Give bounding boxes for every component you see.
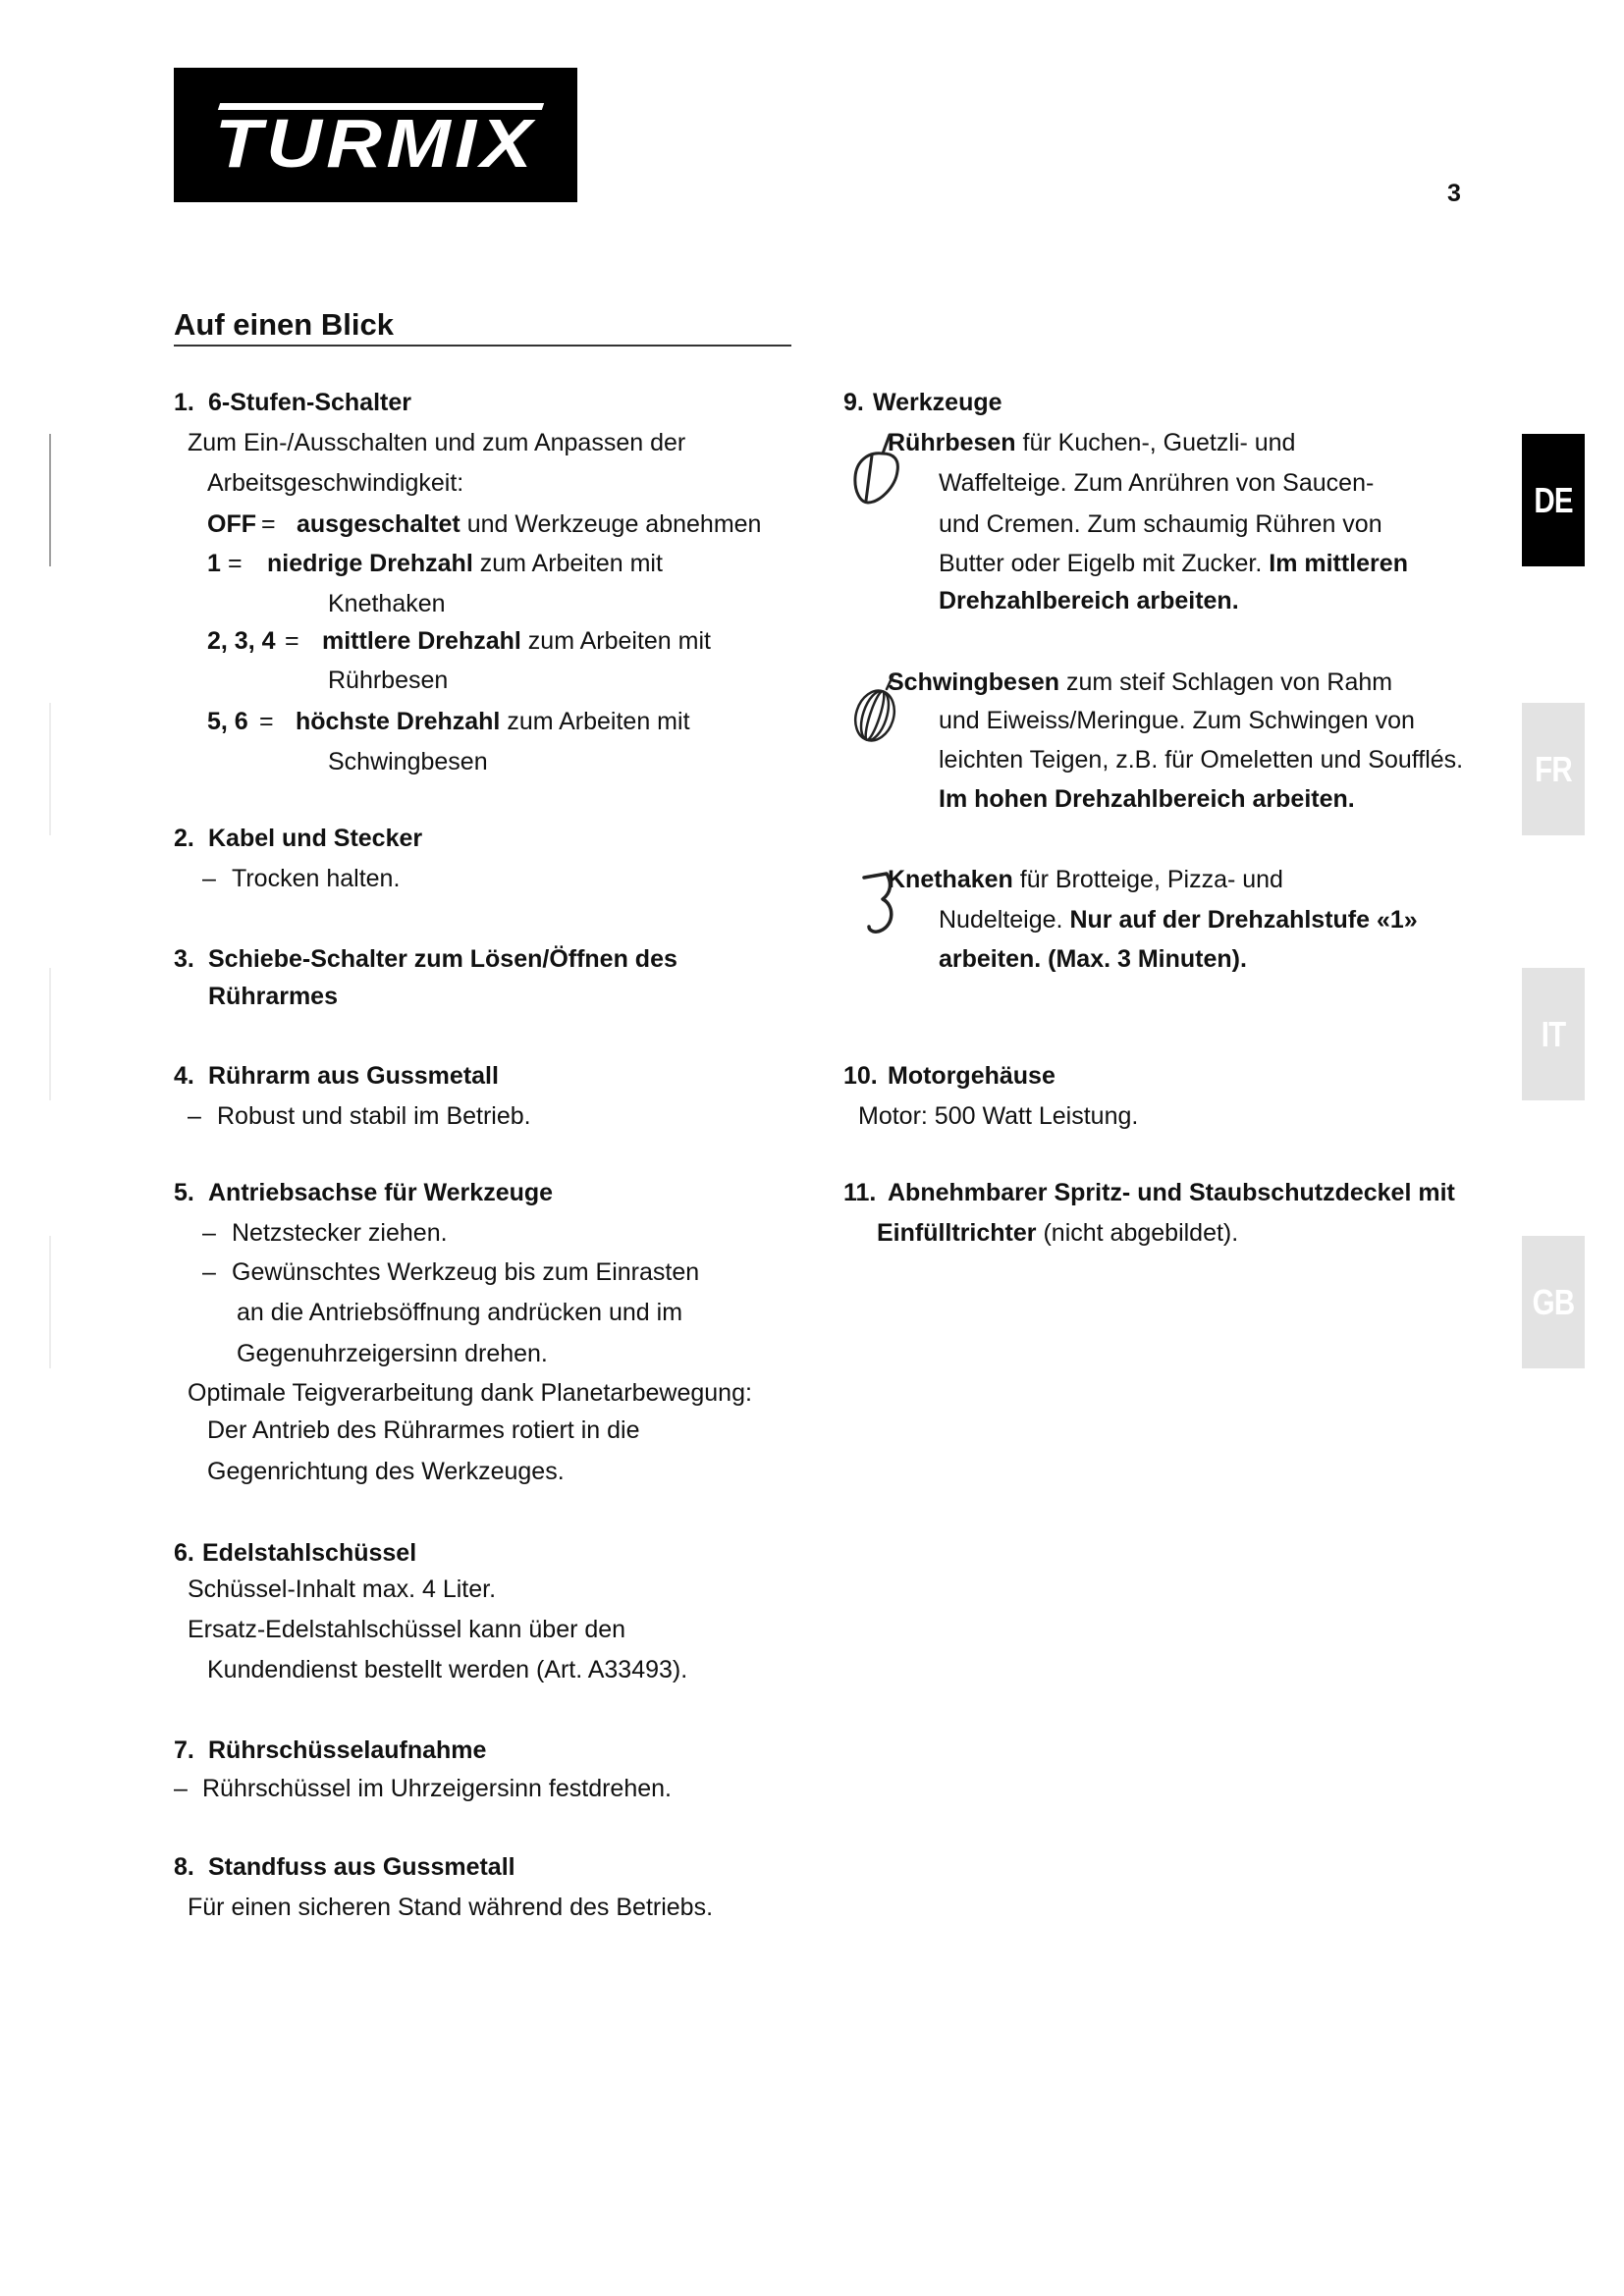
- section-text: Schüssel-Inhalt max. 4 Liter.: [188, 1575, 497, 1603]
- margin-mark: [49, 703, 51, 835]
- tab-label: FR: [1535, 748, 1572, 789]
- bullet-text: Gewünschtes Werkzeug bis zum Einrasten: [232, 1258, 700, 1286]
- section-text: Für einen sicheren Stand während des Betriebs.: [188, 1894, 714, 1921]
- section-title-continued: Rührarmes: [208, 983, 338, 1010]
- tool-name: Knethaken: [888, 866, 1013, 893]
- section-title: Edelstahlschüssel: [202, 1539, 417, 1567]
- speed-description-rest: zum Arbeiten mit: [507, 708, 690, 735]
- section-number: 5.: [174, 1179, 194, 1206]
- tool-text-bold: arbeiten. (Max. 3 Minuten).: [939, 945, 1247, 973]
- speed-equals: =: [261, 510, 276, 538]
- tab-label: GB: [1532, 1281, 1575, 1322]
- speed-description: [267, 549, 663, 578]
- bullet-text-continued: an die Antriebsöffnung andrücken und im: [237, 1299, 683, 1326]
- section-title: Kabel und Stecker: [208, 825, 423, 852]
- tab-gb: [1522, 1236, 1585, 1368]
- margin-mark: [49, 968, 51, 1100]
- margin-mark: [49, 1236, 51, 1368]
- section-number: 4.: [174, 1062, 194, 1090]
- speed-description-rest: und Werkzeuge abnehmen: [466, 510, 762, 538]
- section-number: 1.: [174, 389, 194, 416]
- tool-text-bold: Drehzahlbereich arbeiten.: [939, 587, 1239, 614]
- logo-text: TURMIX: [214, 105, 537, 182]
- tool-line: [939, 905, 1418, 934]
- section-text: Ersatz-Edelstahlschüssel kann über den: [188, 1616, 626, 1643]
- bullet-dash: –: [174, 1775, 188, 1802]
- flat-beater-icon: [850, 432, 903, 507]
- speed-tool: Knethaken: [328, 590, 446, 617]
- section-title: Rührschüsselaufnahme: [208, 1736, 487, 1764]
- speed-description-rest: zum Arbeiten mit: [527, 627, 711, 655]
- tool-text: für Brotteige, Pizza- und: [1019, 866, 1283, 893]
- bullet-text: Robust und stabil im Betrieb.: [217, 1102, 531, 1130]
- speed-description-rest: zum Arbeiten mit: [479, 550, 663, 577]
- tab-label: IT: [1541, 1013, 1566, 1054]
- tool-name: Schwingbesen: [888, 668, 1060, 696]
- section-number: 2.: [174, 825, 194, 852]
- section-number: 6.: [174, 1539, 194, 1567]
- tab-label: DE: [1534, 479, 1573, 520]
- speed-key: 2, 3, 4: [207, 627, 276, 655]
- tab-it: [1522, 968, 1585, 1100]
- tool-text: und Cremen. Zum schaumig Rühren von: [939, 510, 1382, 538]
- balloon-whisk-icon: [849, 671, 904, 744]
- tool-first-line: [888, 428, 1295, 457]
- page-title: Auf einen Blick: [174, 307, 394, 342]
- speed-description: [322, 626, 711, 656]
- section-note: Gegenrichtung des Werkzeuges.: [207, 1458, 565, 1485]
- bullet-dash: –: [202, 1219, 216, 1247]
- tool-name: Rührbesen: [888, 429, 1016, 456]
- tool-text: und Eiweiss/Meringue. Zum Schwingen von: [939, 707, 1415, 734]
- tool-first-line: [888, 667, 1392, 697]
- tool-line: [939, 549, 1408, 578]
- speed-description: [296, 707, 690, 736]
- speed-equals: =: [259, 708, 274, 735]
- section-note: Optimale Teigverarbeitung dank Planetarbewegung:: [188, 1379, 752, 1407]
- tab-fr: [1522, 703, 1585, 835]
- bullet-text: Trocken halten.: [232, 865, 401, 892]
- tool-text: Butter oder Eigelb mit Zucker.: [939, 550, 1263, 577]
- speed-description-bold: ausgeschaltet: [297, 510, 460, 538]
- speed-description: [297, 509, 761, 539]
- tab-de: [1522, 434, 1585, 566]
- tool-text-bold: Im mittleren: [1269, 550, 1408, 577]
- section-title-bold: Einfülltrichter: [877, 1219, 1037, 1247]
- tool-text: für Kuchen-, Guetzli- und: [1022, 429, 1296, 456]
- section-title: Motorgehäuse: [888, 1062, 1056, 1090]
- tool-text: leichten Teigen, z.B. für Omeletten und Soufflés.: [939, 746, 1464, 774]
- turmix-logo: [174, 68, 577, 202]
- bullet-dash: –: [202, 1258, 216, 1286]
- section-title: Antriebsachse für Werkzeuge: [208, 1179, 554, 1206]
- bullet-dash: –: [188, 1102, 201, 1130]
- speed-description-bold: niedrige Drehzahl: [267, 550, 473, 577]
- section-title: Standfuss aus Gussmetall: [208, 1853, 515, 1881]
- title-underline: [174, 345, 791, 347]
- section-note: Der Antrieb des Rührarmes rotiert in die: [207, 1416, 640, 1444]
- section-text: (nicht abgebildet).: [1043, 1219, 1239, 1247]
- speed-equals: =: [285, 627, 299, 655]
- tool-text: Waffelteige. Zum Anrühren von Saucen-: [939, 469, 1375, 497]
- speed-tool: Schwingbesen: [328, 748, 488, 775]
- section-title: Rührarm aus Gussmetall: [208, 1062, 499, 1090]
- section-number: 3.: [174, 945, 194, 973]
- dough-hook-icon: [861, 866, 906, 936]
- section-number: 10.: [843, 1062, 878, 1090]
- speed-tool: Rührbesen: [328, 667, 449, 694]
- section-number: 7.: [174, 1736, 194, 1764]
- margin-mark: [49, 434, 51, 566]
- tool-text: zum steif Schlagen von Rahm: [1066, 668, 1393, 696]
- tool-text: Nudelteige.: [939, 906, 1063, 934]
- section-text: Arbeitsgeschwindigkeit:: [207, 469, 464, 497]
- bullet-text: Netzstecker ziehen.: [232, 1219, 448, 1247]
- tool-text-bold: Im hohen Drehzahlbereich arbeiten.: [939, 785, 1355, 813]
- bullet-dash: –: [202, 865, 216, 892]
- tool-text-bold: Nur auf der Drehzahlstufe «1»: [1069, 906, 1418, 934]
- section-title: Werkzeuge: [873, 389, 1002, 416]
- section-text: Kundendienst bestellt werden (Art. A33493).: [207, 1656, 688, 1683]
- section-number: 9.: [843, 389, 864, 416]
- speed-key: OFF: [207, 510, 256, 538]
- section-text: Zum Ein-/Ausschalten und zum Anpassen der: [188, 429, 686, 456]
- speed-equals: =: [228, 550, 243, 577]
- speed-description-bold: höchste Drehzahl: [296, 708, 501, 735]
- section-text: Motor: 500 Watt Leistung.: [858, 1102, 1139, 1130]
- tool-first-line: [888, 865, 1283, 894]
- section-title: Abnehmbarer Spritz- und Staubschutzdeckel mit: [888, 1179, 1455, 1206]
- section-title: 6-Stufen-Schalter: [208, 389, 411, 416]
- section-title: Schiebe-Schalter zum Lösen/Öffnen des: [208, 945, 677, 973]
- page-number: 3: [1447, 180, 1461, 207]
- speed-description-bold: mittlere Drehzahl: [322, 627, 521, 655]
- bullet-text-continued: Gegenuhrzeigersinn drehen.: [237, 1340, 548, 1367]
- section-title-continued: [877, 1218, 1238, 1248]
- section-number: 11.: [843, 1179, 877, 1206]
- bullet-text: Rührschüssel im Uhrzeigersinn festdrehen.: [202, 1775, 672, 1802]
- section-number: 8.: [174, 1853, 194, 1881]
- speed-key: 1: [207, 550, 221, 577]
- speed-key: 5, 6: [207, 708, 248, 735]
